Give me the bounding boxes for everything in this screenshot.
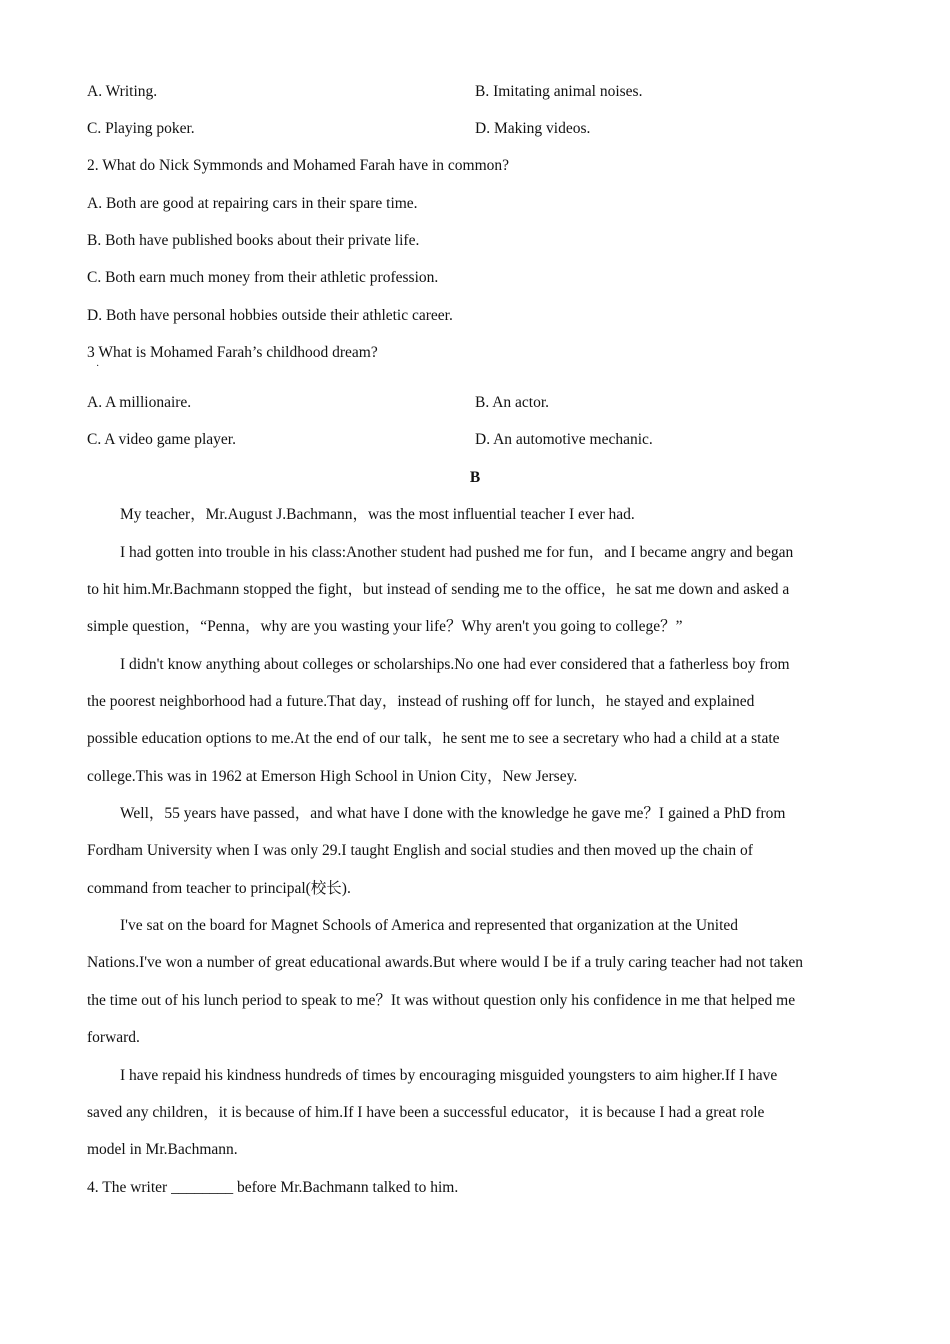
q2-option-a: A. Both are good at repairing cars in their spare time.: [87, 195, 418, 212]
q2-stem: 2. What do Nick Symmonds and Mohamed Farah have in common?: [87, 157, 510, 174]
passage-line: I have repaid his kindness hundreds of times by encouraging misguided youngsters to aim higher.If I have: [120, 1067, 778, 1084]
q3-option-b: B. An actor.: [475, 394, 550, 411]
q2-option-b: B. Both have published books about their private life.: [87, 232, 420, 249]
q4-stem: 4. The writer ________ before Mr.Bachmann talked to him.: [87, 1179, 459, 1196]
q3-stem: 3 What is Mohamed Farah’s childhood dream?: [87, 344, 378, 361]
q3-option-d: D. An automotive mechanic.: [475, 431, 653, 448]
q3-option-a: A. A millionaire.: [87, 394, 192, 411]
passage-line: simple question，“Penna，why are you wasting your life？Why aren't you going to college？”: [87, 618, 683, 635]
passage-line: the poorest neighborhood had a future.That day，instead of rushing off for lunch，he stayed and explained: [87, 693, 755, 710]
passage-line: college.This was in 1962 at Emerson High School in Union City，New Jersey.: [87, 768, 578, 785]
section-b-heading: B: [469, 469, 481, 486]
passage-line: I didn't know anything about colleges or scholarships.No one had ever considered that a fatherless boy from: [120, 656, 790, 673]
q3-number-dot: ·: [96, 361, 100, 372]
q3-option-c: C. A video game player.: [87, 431, 236, 448]
q2-option-d: D. Both have personal hobbies outside their athletic career.: [87, 307, 453, 324]
q1-option-d: D. Making videos.: [475, 120, 591, 137]
q1-option-c: C. Playing poker.: [87, 120, 195, 137]
q2-option-c: C. Both earn much money from their athletic profession.: [87, 269, 439, 286]
passage-line: command from teacher to principal(校长).: [87, 880, 351, 897]
q1-option-b: B. Imitating animal noises.: [475, 83, 643, 100]
passage-line: saved any children，it is because of him.If I have been a successful educator，it is because I had a great role: [87, 1104, 765, 1121]
passage-line: model in Mr.Bachmann.: [87, 1141, 238, 1158]
passage-line: My teacher，Mr.August J.Bachmann，was the most influential teacher I ever had.: [120, 506, 635, 523]
passage-line: Well，55 years have passed，and what have I done with the knowledge he gave me？I gained a PhD from: [120, 805, 786, 822]
q1-option-a: A. Writing.: [87, 83, 158, 100]
passage-line: I've sat on the board for Magnet Schools of America and represented that organization at the United: [120, 917, 739, 934]
passage-line: Fordham University when I was only 29.I taught English and social studies and then moved up the chain of: [87, 842, 753, 859]
passage-line: to hit him.Mr.Bachmann stopped the fight，but instead of sending me to the office，he sat me down and asked a: [87, 581, 790, 598]
passage-line: the time out of his lunch period to speak to me？It was without question only his confidence in me that helped me: [87, 992, 796, 1009]
passage-line: Nations.I've won a number of great educational awards.But where would I be if a truly caring teacher had not taken: [87, 954, 803, 971]
passage-line: possible education options to me.At the end of our talk，he sent me to see a secretary who had a child at a state: [87, 730, 780, 747]
passage-line: I had gotten into trouble in his class:Another student had pushed me for fun，and I became angry and began: [120, 544, 794, 561]
passage-line: forward.: [87, 1029, 140, 1046]
